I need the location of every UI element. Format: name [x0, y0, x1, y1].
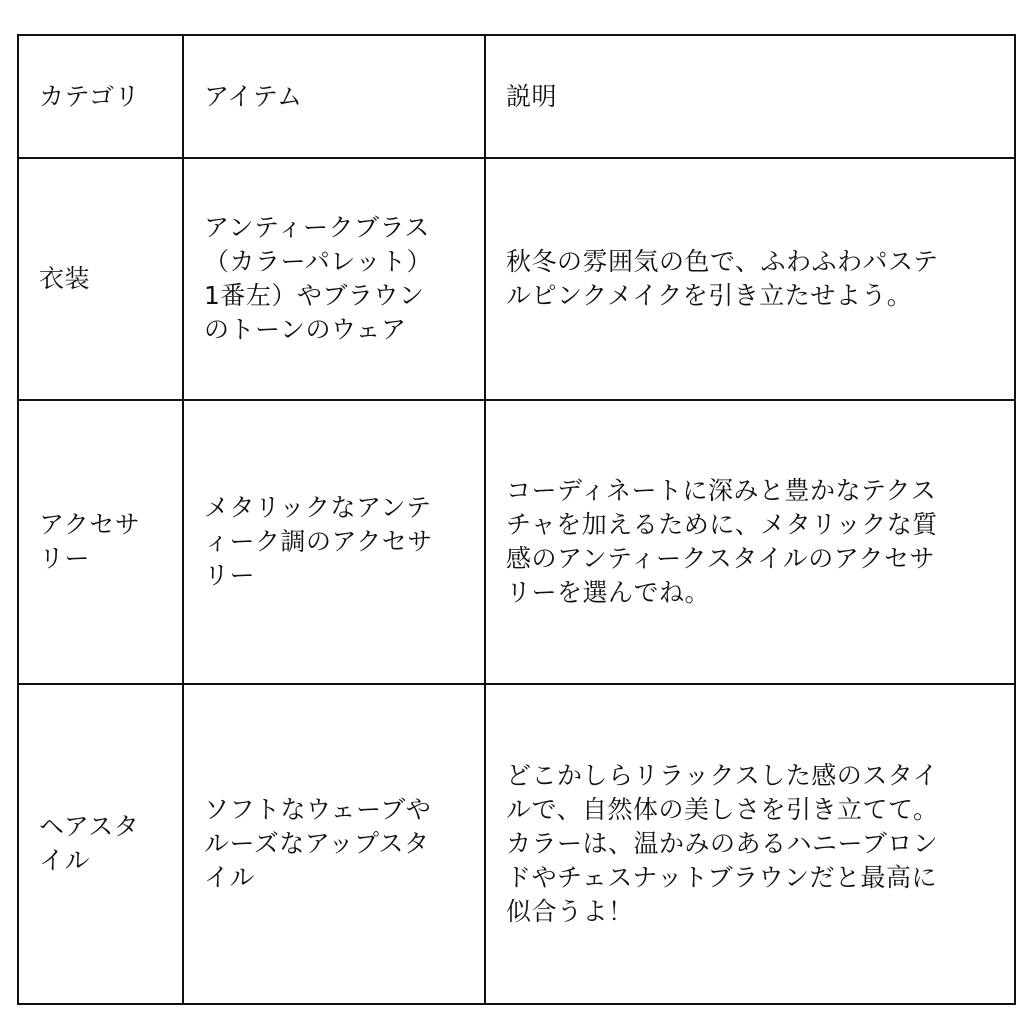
header-category-label: カテゴリ [39, 81, 141, 111]
header-category [18, 35, 183, 158]
cell-description [485, 400, 1015, 684]
cell-description [485, 684, 1015, 1004]
table-row [18, 158, 1015, 400]
cell-item [183, 158, 485, 400]
cell-item-text: アンティークブラス （カラーパレット） 1番左）やブラウン のトーンのウェア [204, 213, 433, 344]
header-description [485, 35, 1015, 158]
cell-category-text: 衣装 [39, 264, 91, 293]
cell-category [18, 158, 183, 400]
cell-description-text: コーディネートに深みと豊かなテクス チャを加えるために、メタリックな質 感のアンティークスタイルのアクセサ リーを選んでね。 [506, 476, 938, 607]
table-row [18, 400, 1015, 684]
cell-description [485, 158, 1015, 400]
header-item-label: アイテム [204, 81, 303, 111]
cell-item [183, 400, 485, 684]
table-row [18, 684, 1015, 1004]
header-item [183, 35, 485, 158]
cell-description-text: どこかしらリラックスした感のスタイ ルで、自然体の美しさを引き立てて。 カラーは、温かみのあるハニーブロン ドやチェスナットブラウンだと最高に 似合うよ！ [506, 761, 939, 926]
header-description-label: 説明 [506, 81, 558, 111]
cell-category [18, 684, 183, 1004]
cell-item-text: メタリックなアンテ ィーク調のアクセサ リー [204, 493, 433, 590]
styling-table [17, 34, 1016, 1005]
cell-category [18, 400, 183, 684]
cell-category-text: アクセサ リー [39, 510, 141, 573]
cell-category-text: ヘアスタ イル [39, 812, 140, 875]
cell-description-text: 秋冬の雰囲気の色で、ふわふわパステ ルピンクメイクを引き立たせよう。 [506, 247, 939, 310]
table-header-row [18, 35, 1015, 158]
cell-item [183, 684, 485, 1004]
cell-item-text: ソフトなウェーブや ルーズなアップスタ イル [204, 795, 432, 892]
